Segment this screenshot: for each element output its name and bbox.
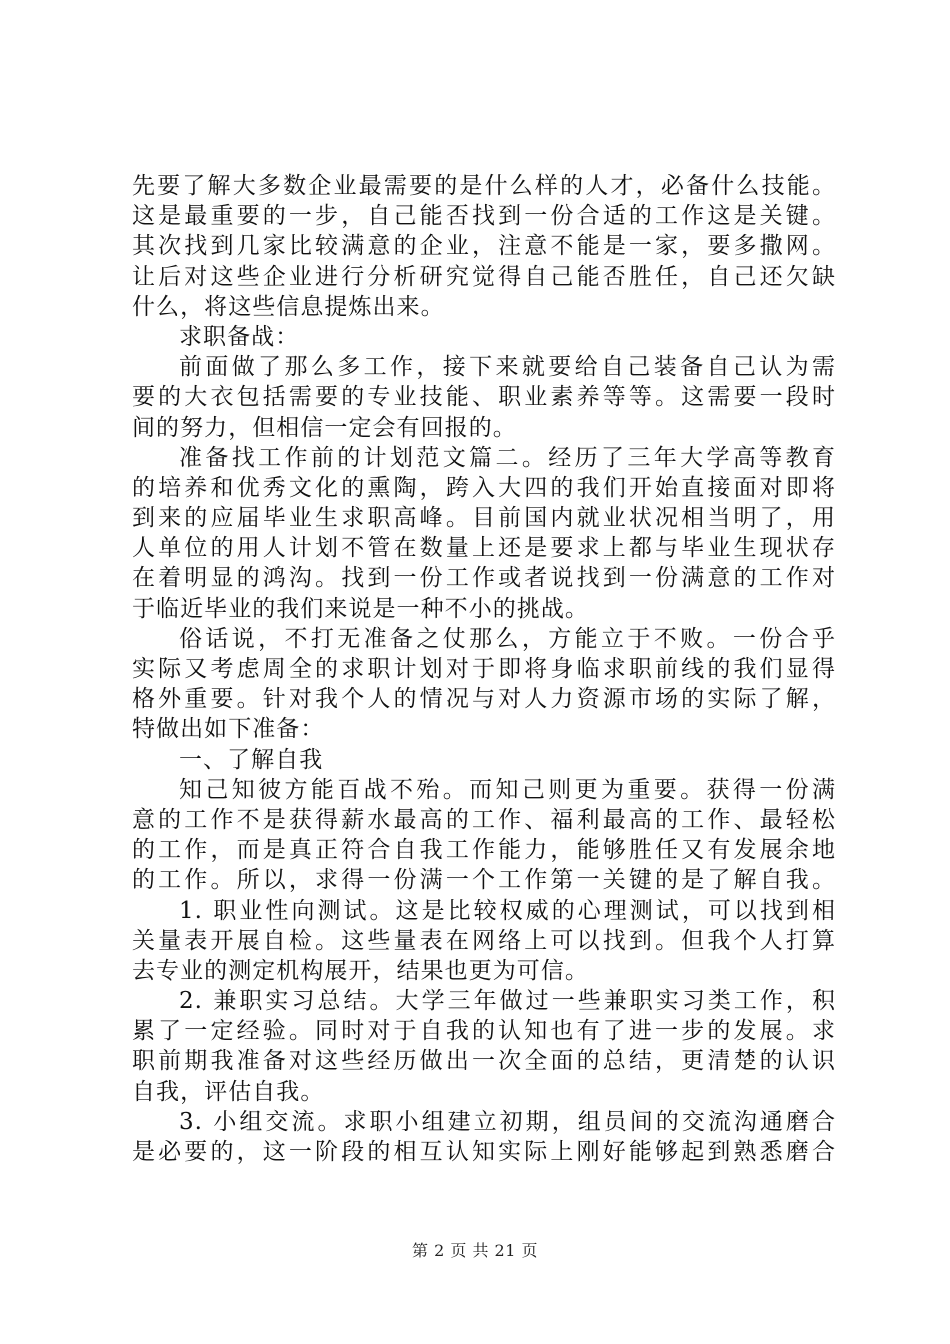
text-line: 让后对这些企业进行分析研究觉得自己能否胜任，自己还欠缺 (132, 263, 836, 290)
text-line: 于临近毕业的我们来说是一种不小的挑战。 (132, 595, 589, 622)
text-line: 是必要的，这一阶段的相互认知实际上刚好能够起到熟悉磨合 (132, 1139, 836, 1165)
text-line: 的工作，而是真正符合自我工作能力，能够胜任又有发展余地 (132, 837, 836, 864)
section-heading: 一、了解自我 (179, 746, 324, 773)
text-line: 前面做了那么多工作，接下来就要给自己装备自己认为需 (179, 354, 836, 381)
text-line: 的工作。所以，求得一份满一个工作第一关键的是了解自我。 (132, 867, 836, 894)
page-number-footer: 第 2 页 共 21 页 (412, 1241, 538, 1260)
text-line: 2. 兼职实习总结。大学三年做过一些兼职实习类工作，积 (179, 988, 836, 1015)
text-line: 在着明显的鸿沟。找到一份工作或者说找到一份满意的工作对 (132, 565, 836, 592)
text-line: 的培养和优秀文化的熏陶，跨入大四的我们开始直接面对即将 (132, 474, 836, 501)
text-line: 间的努力，但相信一定会有回报的。 (132, 414, 517, 441)
text-line: 俗话说，不打无准备之仗那么，方能立于不败。一份合乎 (179, 625, 836, 652)
text-line: 准备找工作前的计划范文篇二。经历了三年大学高等教育 (179, 444, 836, 471)
document-body (132, 171, 836, 1167)
text-line: 特做出如下准备： (132, 716, 325, 743)
text-line: 1. 职业性向测试。这是比较权威的心理测试，可以找到相 (179, 897, 836, 924)
text-line: 什么，将这些信息提炼出来。 (132, 293, 445, 320)
text-line: 格外重要。针对我个人的情况与对人力资源市场的实际了解， (132, 686, 836, 713)
text-line: 意的工作不是获得薪水最高的工作、福利最高的工作、最轻松 (132, 806, 836, 833)
text-line: 要的大衣包括需要的专业技能、职业素养等等。这需要一段时 (132, 384, 836, 411)
text-line: 先要了解大多数企业最需要的是什么样的人才，必备什么技能。 (132, 173, 836, 199)
text-line: 人单位的用人计划不管在数量上还是要求上都与毕业生现状存 (132, 535, 836, 562)
text-line: 累了一定经验。同时对于自我的认知也有了进一步的发展。求 (132, 1018, 836, 1045)
text-line: 知己知彼方能百战不殆。而知己则更为重要。获得一份满 (179, 776, 836, 803)
section-heading: 求职备战： (179, 323, 300, 350)
text-line: 关量表开展自检。这些量表在网络上可以找到。但我个人打算 (132, 927, 836, 954)
text-line: 自我，评估自我。 (132, 1078, 325, 1105)
text-line: 这是最重要的一步，自己能否找到一份合适的工作这是关键。 (132, 203, 836, 230)
text-line: 职前期我准备对这些经历做出一次全面的总结，更清楚的认识 (132, 1048, 836, 1075)
text-line: 到来的应届毕业生求职高峰。目前国内就业状况相当明了，用 (132, 505, 836, 532)
text-line: 其次找到几家比较满意的企业，注意不能是一家，要多撒网。 (132, 233, 836, 260)
text-line: 去专业的测定机构展开，结果也更为可信。 (132, 957, 589, 984)
text-line: 实际又考虑周全的求职计划对于即将身临求职前线的我们显得 (132, 656, 836, 682)
text-line: 3. 小组交流。求职小组建立初期，组员间的交流沟通磨合 (179, 1108, 836, 1135)
